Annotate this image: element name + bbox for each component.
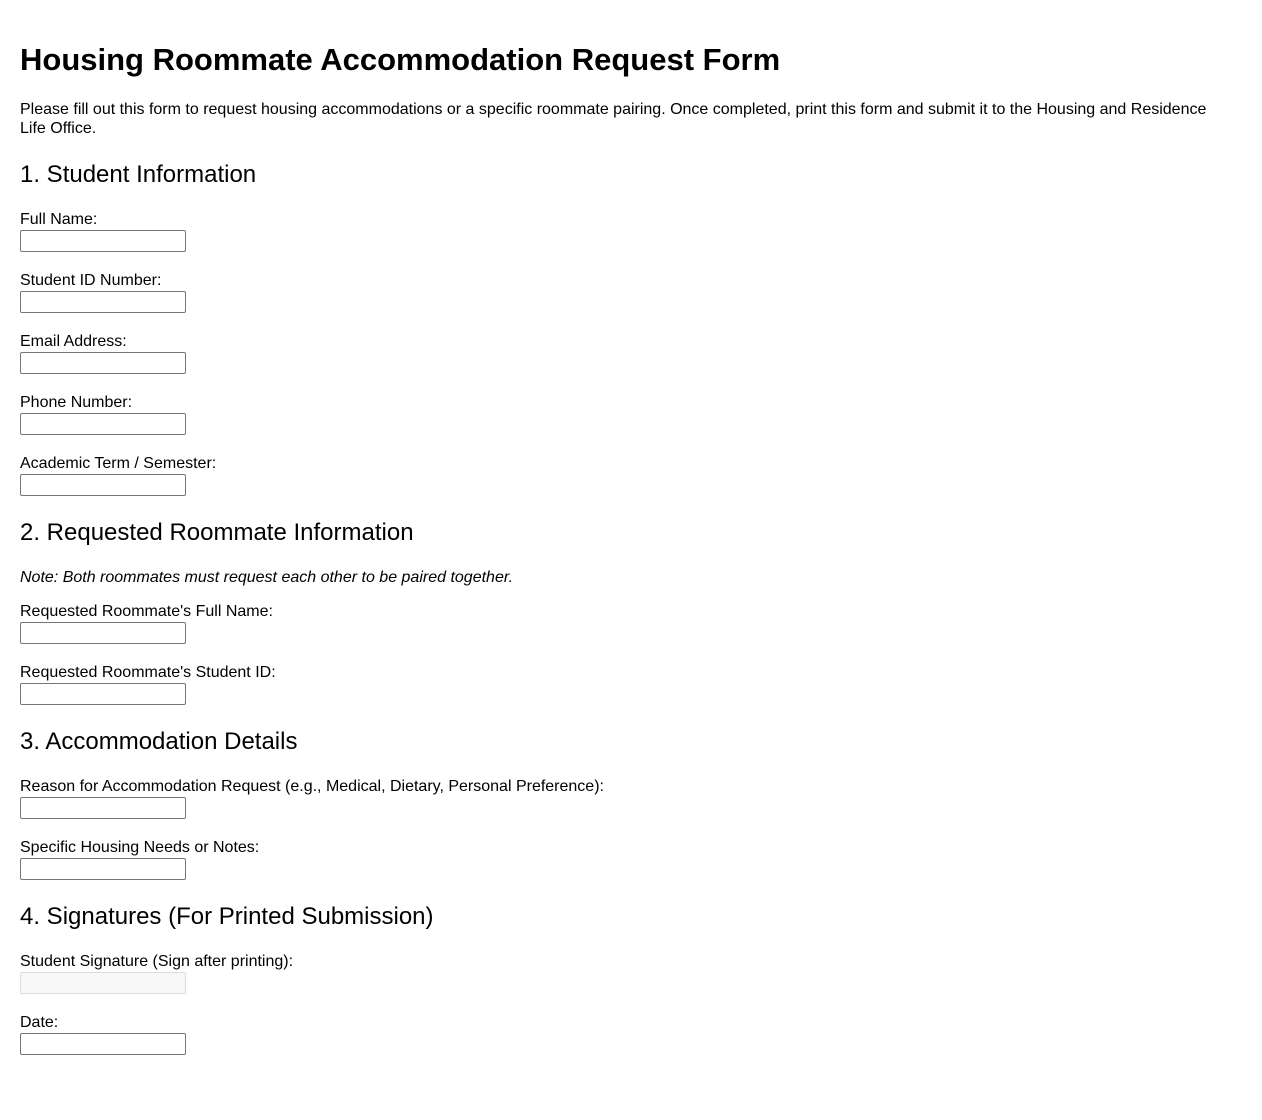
needs-field-group bbox=[20, 838, 1242, 880]
email-field-group bbox=[20, 332, 1242, 374]
needs-input[interactable] bbox=[20, 858, 186, 880]
term-input[interactable] bbox=[20, 474, 186, 496]
section-heading-accommodation-details: 3. Accommodation Details bbox=[20, 728, 298, 755]
intro-text: Please fill out this form to request housing accommodations or a specific roommate pairing. Once completed, print this form and submit it to the Housing and Residence Life Office. bbox=[20, 101, 1207, 137]
phone-label: Phone Number: bbox=[20, 394, 133, 411]
reason-field-group bbox=[20, 777, 1242, 819]
phone-field-group bbox=[20, 393, 1242, 435]
full-name-field-group bbox=[20, 210, 1242, 252]
date-label: Date: bbox=[20, 1014, 59, 1031]
email-label: Email Address: bbox=[20, 333, 127, 350]
date-input[interactable] bbox=[20, 1033, 186, 1055]
reason-label: Reason for Accommodation Request (e.g., Medical, Dietary, Personal Preference): bbox=[20, 778, 604, 795]
roommate-id-field-group bbox=[20, 663, 1242, 705]
roommate-id-label: Requested Roommate's Student ID: bbox=[20, 664, 276, 681]
needs-label: Specific Housing Needs or Notes: bbox=[20, 839, 260, 856]
full-name-label: Full Name: bbox=[20, 211, 98, 228]
roommate-note: Note: Both roommates must request each other to be paired together. bbox=[20, 569, 514, 586]
reason-input[interactable] bbox=[20, 797, 186, 819]
student-id-input[interactable] bbox=[20, 291, 186, 313]
section-heading-signatures: 4. Signatures (For Printed Submission) bbox=[20, 903, 434, 930]
signature-field-group bbox=[20, 952, 1242, 994]
roommate-name-label: Requested Roommate's Full Name: bbox=[20, 603, 273, 620]
signature-input bbox=[20, 972, 186, 994]
section-heading-student-information: 1. Student Information bbox=[20, 161, 257, 188]
term-label: Academic Term / Semester: bbox=[20, 455, 217, 472]
date-field-group bbox=[20, 1013, 1242, 1055]
phone-input[interactable] bbox=[20, 413, 186, 435]
student-id-label: Student ID Number: bbox=[20, 272, 162, 289]
section-heading-roommate-information: 2. Requested Roommate Information bbox=[20, 519, 414, 546]
full-name-input[interactable] bbox=[20, 230, 186, 252]
roommate-id-input[interactable] bbox=[20, 683, 186, 705]
page-title: Housing Roommate Accommodation Request Form bbox=[20, 42, 781, 77]
term-field-group bbox=[20, 454, 1242, 496]
roommate-name-field-group bbox=[20, 602, 1242, 644]
signature-label: Student Signature (Sign after printing): bbox=[20, 953, 294, 970]
roommate-name-input[interactable] bbox=[20, 622, 186, 644]
student-id-field-group bbox=[20, 271, 1242, 313]
email-input[interactable] bbox=[20, 352, 186, 374]
